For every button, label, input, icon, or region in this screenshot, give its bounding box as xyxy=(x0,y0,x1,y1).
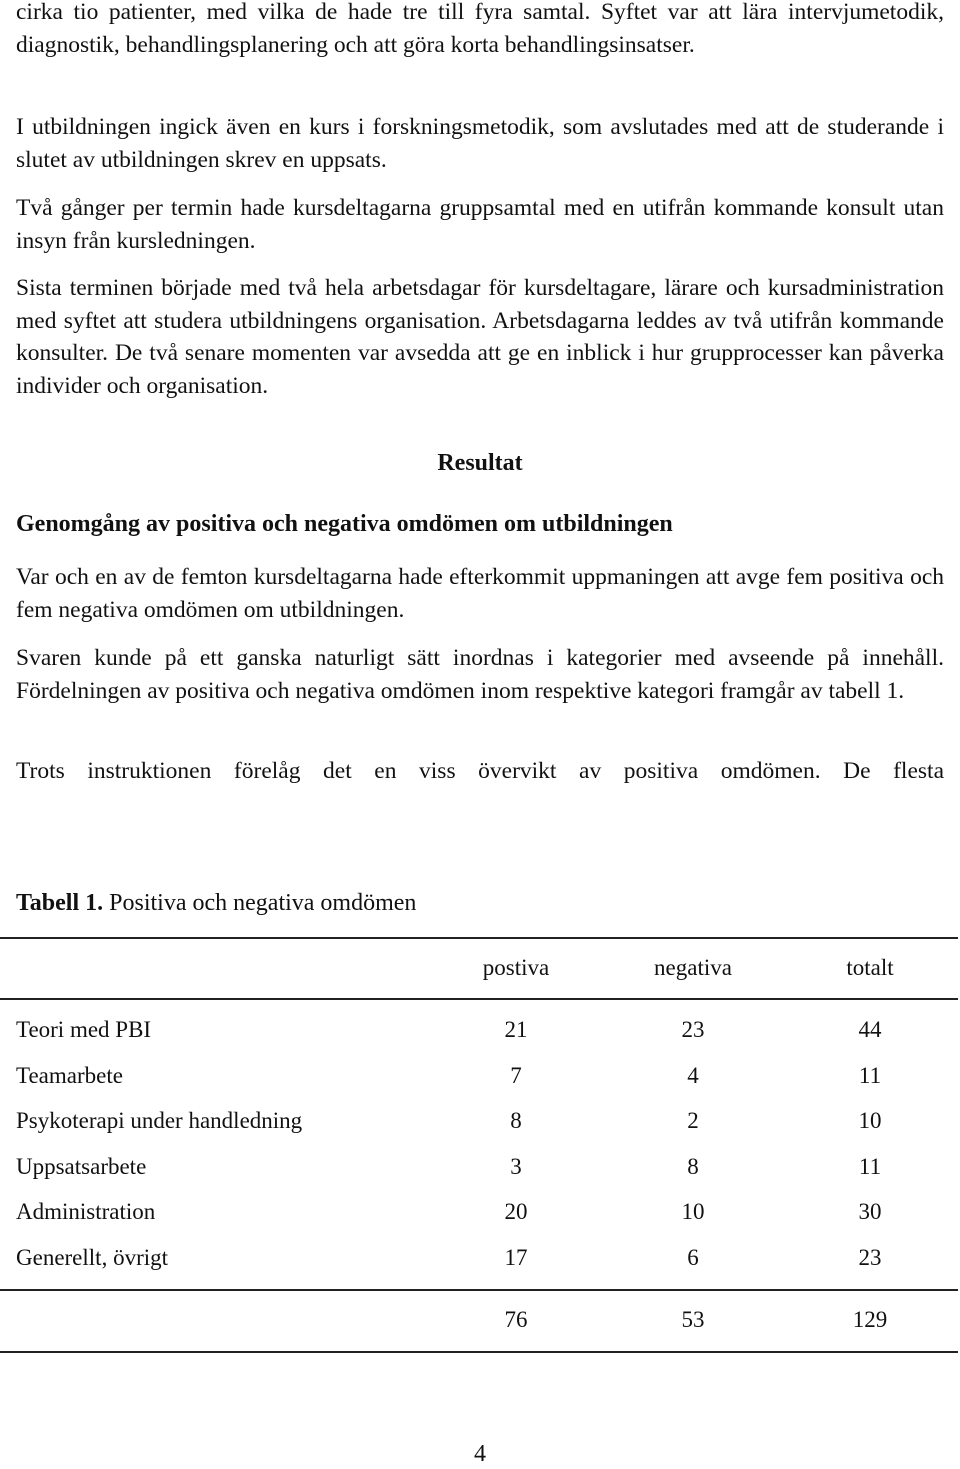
subsection-title: Genomgång av positiva och negativa omdömen om utbildningen xyxy=(16,511,673,537)
table-totals-rule xyxy=(0,1289,958,1291)
table-caption xyxy=(16,890,416,917)
cell-positive: 3 xyxy=(510,1154,522,1179)
cell-total: 30 xyxy=(858,1199,882,1224)
row-label: Psykoterapi under handledning xyxy=(16,1108,303,1133)
cell-negative: 6 xyxy=(687,1245,699,1270)
cell-positive: 8 xyxy=(510,1108,522,1133)
cell-positive: 17 xyxy=(504,1245,528,1270)
section-title: Resultat xyxy=(437,450,523,476)
cell-negative: 10 xyxy=(681,1199,705,1224)
cell-negative: 8 xyxy=(687,1154,699,1179)
cell-total: 11 xyxy=(858,1063,882,1088)
table-header-rule xyxy=(0,998,958,1000)
total-negative: 53 xyxy=(681,1307,705,1332)
table-caption-label: Tabell 1. xyxy=(16,890,104,916)
paragraph-group-sessions: Två gånger per termin hade kursdeltagarna gruppsamtal med en utifrån kommande konsult utan insyn från kursledningen. xyxy=(16,195,944,254)
total-all: 129 xyxy=(852,1307,888,1332)
table-totals-row xyxy=(0,1307,958,1339)
cell-positive: 21 xyxy=(504,1017,528,1042)
header-negative: negativa xyxy=(654,955,732,980)
header-positive: postiva xyxy=(482,955,550,980)
cell-negative: 23 xyxy=(681,1017,705,1042)
paragraph-research-course: I utbildningen ingick även en kurs i forskningsmetodik, som avslutades med att de studerande i slutet av utbildningen skrev en uppsats. xyxy=(16,114,944,173)
table-top-rule xyxy=(0,937,958,939)
cell-total: 23 xyxy=(858,1245,882,1270)
paragraph-result-2: Svaren kunde på ett ganska naturligt sätt inordnas i kategorier med avseende på innehåll. Fördelningen av positiva och negativa omdömen inom respektive kategori framgår av tabell 1. xyxy=(16,645,944,704)
row-label: Uppsatsarbete xyxy=(16,1154,147,1179)
cell-total: 11 xyxy=(858,1154,882,1179)
cell-positive: 7 xyxy=(510,1063,522,1088)
paragraph-result-3: Trots instruktionen förelåg det en viss övervikt av positiva omdömen. De flesta xyxy=(16,758,944,784)
page-number: 4 xyxy=(474,1441,486,1467)
paragraph-result-1: Var och en av de femton kursdeltagarna hade efterkommit uppmaningen att avge fem positiva och fem negativa omdömen om utbildningen. xyxy=(16,564,944,623)
header-total: totalt xyxy=(846,955,894,980)
table-row xyxy=(0,1245,958,1277)
cell-total: 44 xyxy=(858,1017,882,1042)
paragraph-intro: cirka tio patienter, med vilka de hade tre till fyra samtal. Syftet var att lära intervjumetodik, diagnostik, behandlingsplanering och att göra korta behandlingsinsatser. xyxy=(16,0,944,58)
table-row xyxy=(0,1017,958,1049)
cell-positive: 20 xyxy=(504,1199,528,1224)
table-row xyxy=(0,1199,958,1231)
row-label: Generellt, övrigt xyxy=(16,1245,169,1270)
table-row xyxy=(0,1063,958,1095)
table-caption-text: Positiva och negativa omdömen xyxy=(103,890,417,916)
table-bottom-rule xyxy=(0,1351,958,1353)
table-row xyxy=(0,1108,958,1140)
total-positive: 76 xyxy=(504,1307,528,1332)
paragraph-last-term: Sista terminen började med två hela arbetsdagar för kursdeltagare, lärare och kursadministration med syftet att studera utbildningens organisation. Arbetsdagarna leddes av två utifrån kommande konsulter. De två senare momenten var avsedda att ge en inblick i hur grupprocesser kan påverka individer och organisation. xyxy=(16,275,944,399)
cell-negative: 2 xyxy=(687,1108,699,1133)
table-header-row xyxy=(0,955,958,987)
row-label: Teamarbete xyxy=(16,1063,123,1088)
cell-negative: 4 xyxy=(687,1063,699,1088)
table-row xyxy=(0,1154,958,1186)
row-label: Administration xyxy=(16,1199,156,1224)
cell-total: 10 xyxy=(858,1108,882,1133)
row-label: Teori med PBI xyxy=(16,1017,152,1042)
